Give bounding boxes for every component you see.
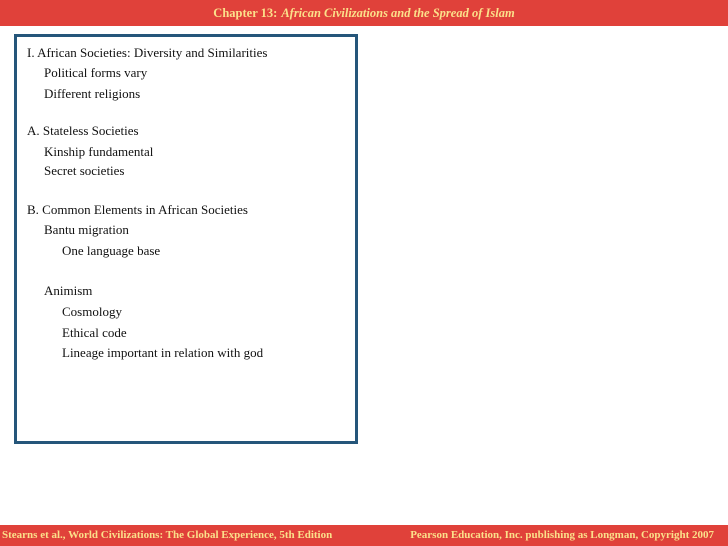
outline-item-language-base: One language base	[62, 243, 161, 258]
outline-item-religions: Different religions	[44, 86, 141, 101]
outline-item-bantu: Bantu migration	[44, 222, 129, 237]
outline-item-animism: Animism	[44, 283, 93, 298]
footer-citation: Stearns et al., World Civilizations: The Global Experience, 5th Edition	[2, 529, 333, 541]
slide-footer	[0, 525, 728, 546]
chapter-title: African Civilizations and the Spread of Islam	[281, 5, 515, 20]
outline-section-b-title: B. Common Elements in African Societies	[27, 202, 248, 217]
outline-item-ethical-code: Ethical code	[62, 325, 127, 340]
outline-item-cosmology: Cosmology	[62, 304, 122, 319]
outline-item-kinship: Kinship fundamental	[44, 144, 154, 159]
chapter-label: Chapter 13:	[213, 5, 278, 20]
outline-item-lineage: Lineage important in relation with god	[62, 345, 264, 360]
outline-section-1-title: I. African Societies: Diversity and Similarities	[27, 45, 268, 60]
outline-section-a-title: A. Stateless Societies	[27, 123, 139, 138]
slide-header	[0, 0, 728, 26]
footer-copyright: Pearson Education, Inc. publishing as Longman, Copyright 2007	[410, 529, 714, 541]
outline-box	[14, 34, 358, 444]
outline-item-secret-societies: Secret societies	[44, 163, 125, 178]
outline-item-political-forms: Political forms vary	[44, 65, 148, 80]
